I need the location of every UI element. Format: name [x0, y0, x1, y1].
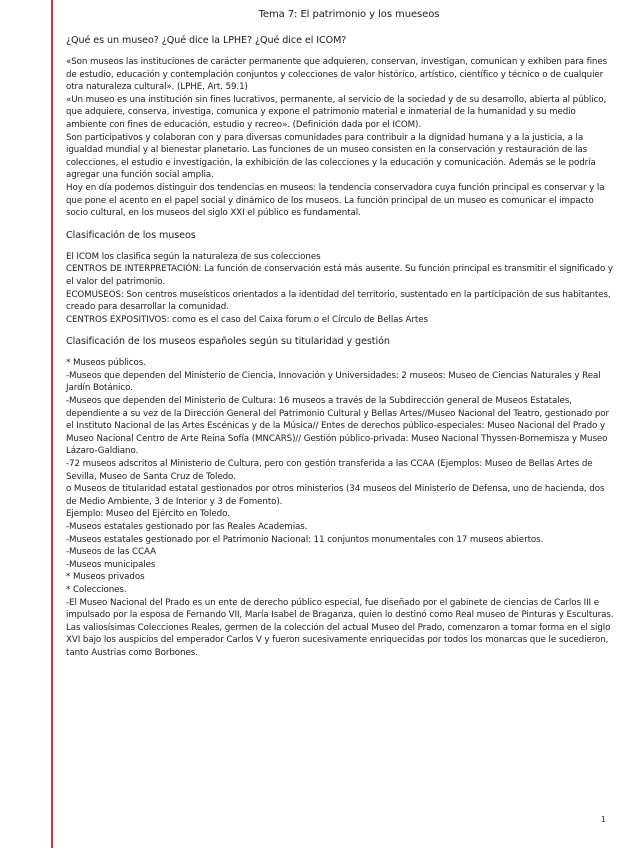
- list-item-municipal-museums: -Museos municipales: [66, 559, 156, 570]
- page-content: [66, 8, 614, 669]
- list-item-public-museums: * Museos públicos.: [66, 358, 146, 369]
- section-body-spanish-museums: [66, 357, 614, 659]
- section-heading-spanish-museums: Clasificación de los museos españoles según su titularidad y gestión: [66, 336, 390, 348]
- section-body-classification: [66, 251, 614, 327]
- list-item-national-heritage: -Museos estatales gestionado por el Patrimonio Nacional: 11 conjuntos monumentales con 17 museos abiertos.: [66, 534, 544, 545]
- list-item-ccaa-transferred: -72 museos adscritos al Ministerio de Cultura, pero con gestión transferida a las CCAA (Ejemplos: Museo de Bellas Artes de Sevilla, Museo de Santa Cruz de Toledo.: [66, 459, 593, 482]
- paragraph-lphe-definition: «Son museos las instituciones de carácter permanente que adquieren, conservan, investigan, comunican y exhiben para fines de estudio, educación y contemplación conjuntos y colecciones de valor histórico, artístico, científico y técnico o de cualquier otra naturaleza cultural». (LPHE, Art. 59.1): [66, 57, 608, 93]
- list-item-private-museums: * Museos privados: [66, 572, 145, 583]
- list-item-collections: * Colecciones.: [66, 584, 127, 595]
- list-item-other-ministries: o Museos de titularidad estatal gestionados por otros ministerios (34 museos del Ministerio de Defensa, uno de hacienda, dos de Medio Ambiente, 3 de Interior y 3 de Fomento).: [66, 484, 605, 507]
- section-body-what-is-museum: [66, 56, 614, 220]
- list-item-ministry-culture: -Museos que dependen del Ministerio de Cultura: 16 museos a través de la Subdirección general de Museos Estatales, dependiente a su vez de la Dirección General del Patrimonio Cultural y Bellas Artes//Museo Nacional del Teatro, gestionado por el Instituto Nacional de las Artes Escénicas y de la Música// Entes de derechos público-especiales: Museo Nacional del Prado y Museo Nacional Centro de Arte Reina Sofía (MNCARS)// Gestión público-privada: Museo Nacional Thyssen-Bornemisza y Museo Lázaro-Galdiano.: [66, 396, 610, 457]
- page-number: 1: [600, 815, 606, 824]
- document-title: Tema 7: El patrimonio y los mueseos: [258, 9, 440, 20]
- red-margin-line: [51, 0, 53, 848]
- paragraph-icom-classification: El ICOM los clasifica según la naturaleza de sus colecciones: [66, 251, 321, 262]
- list-item-example-army-museum: Ejemplo: Museo del Ejército en Toledo.: [66, 509, 230, 520]
- list-item-ministry-science: -Museos que dependen del Ministerio de Ciencia, Innovación y Universidades: 2 museos: Museo de Ciencias Naturales y Real Jardín Botánico.: [66, 370, 601, 394]
- paragraph-icom-definition: «Un museo es una institución sin fines lucrativos, permanente, al servicio de la sociedad y de su desarrollo, abierta al público, que adquiere, conserva, investiga, comunica y expone el patrimonio material e inmaterial de la humanidad y su medio ambiente con fines de educación, estudio y recreo». (Definición dada por el ICOM).: [66, 94, 607, 130]
- section-heading-classification: Clasificación de los museos: [66, 229, 196, 241]
- paragraph-exhibition-centers: CENTROS EXPOSITIVOS: como es el caso del Caixa forum o el Círculo de Bellas Artes: [66, 314, 428, 325]
- paragraph-museum-functions: Son participativos y colaboran con y para diversas comunidades para contribuir a la dignidad humana y a la justicia, a la igualdad mundial y al bienestar planetario. Las funciones de un museo consisten en la conservación y restauración de las colecciones, el estudio e investigación, la exhibición de las colecciones y la educación y comunicación. Además se le podría agregar una función social amplia.: [66, 132, 596, 181]
- paragraph-prado-museum: -El Museo Nacional del Prado es un ente de derecho público especial, fue diseñado por el gabinete de ciencias de Carlos III e impulsado por la esposa de Fernando VII, María Isabel de Braganza, quien lo destinó como Real museo de Pinturas y Esculturas. Las valiosísimas Colecciones Reales, germen de la colección del actual Museo del Prado, comenzaron a tomar forma en el siglo XVI bajo los auspicios del emperador Carlos V y fueron sucesivamente enriquecidas por todos los monarcas que le sucedieron, tanto Austrias como Borbones.: [66, 597, 614, 658]
- list-item-royal-academies: -Museos estatales gestionado por las Reales Academias.: [66, 522, 308, 532]
- paragraph-museum-tendencies: Hoy en día podemos distinguir dos tendencias en museos: la tendencia conservadora cuya función principal es conservar y la que pone el acento en el papel social y dinámico de los museos. La función principal de un museo es comunicar el impacto socio cultural, en los museos del siglo XXI el público es fundamental.: [66, 182, 605, 219]
- paragraph-ecomuseums: ECOMUSEOS: Son centros museísticos orientados a la identidad del territorio, sustentado en la participación de sus habitantes, creado para desarrollar la comunidad.: [66, 289, 611, 313]
- paragraph-interpretation-centers: CENTROS DE INTERPRETACIÓN: La función de conservación está más ausente. Su función principal es transmitir el significado y el valor del patrimonio.: [66, 264, 613, 287]
- list-item-ccaa-museums: -Museos de las CCAA: [66, 547, 156, 558]
- section-heading-what-is-museum: ¿Qué es un museo? ¿Qué dice la LPHE? ¿Qué dice el ICOM?: [66, 35, 347, 46]
